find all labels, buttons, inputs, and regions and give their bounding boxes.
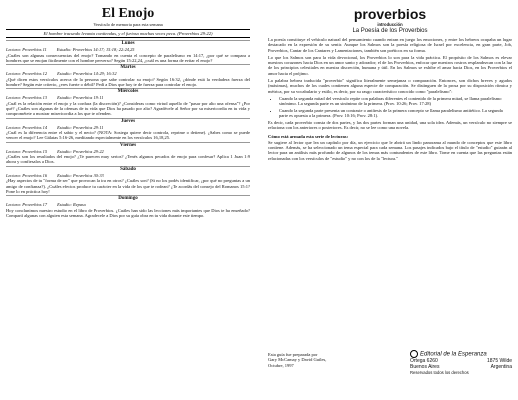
day-text: Hoy conclunimos nuestro estudio en el libro de Proverbios. ¿Cuáles han sido las lecciones más importantes que Dios te ha enseñado? Compartí algunas con alguien esta semana. Agradecele a Dios por su guía obra en tu vida durante este tiempo.	[6, 207, 250, 218]
day-section-thursday	[6, 118, 250, 141]
day-title: Sábado	[120, 166, 136, 172]
reading-label: Lectura: Proverbios 14	[6, 124, 48, 130]
reading-label: Lectura: Proverbios 13	[6, 95, 48, 101]
parallelism-list	[268, 96, 512, 118]
study-label: Estudio: Proverbios 29:22	[57, 148, 104, 154]
series-section-title: Cómo está armada esta serie de lecturas:	[268, 133, 349, 139]
day-text: ¿Hay aspectos de tu "forma de ser" que provocan la ira en otros? ¿Cuáles son? (Si no los podés identificar, ¿por qué no preguntas a un amigo de confianza?). ¿Cuáles efectos produce tu carácter en la vida de los que te rodean? ¿Te acordás del consejo del Romanos 15:1? Pone lo en práctica hoy!	[6, 178, 250, 194]
intro-paragraph: Lo que los Salmos son para la vida devocional, los Proverbios lo son para la vida práctica. El propósito de los Salmos es elevar nuestros corazones hacia Dios en un amor santo y adorador; el de los Proverbios, enfocar que nuestros rostros resplandezcan con la luz de los principios celestiales en nuestra discreción, humana y útil. En los Salmos se exhibe el amar hacia Dios, en los Proverbios el amor hacia el prójimo.	[268, 54, 512, 76]
page-title: El Enojo	[101, 6, 155, 21]
publisher-address: Ortega 6260 1875 Wilde	[410, 358, 512, 364]
prepared-by: Esta guía fue preparada por Gary McCamay y David Guiles, Octubre, 1997	[268, 352, 327, 368]
day-section-saturday	[6, 166, 250, 194]
memory-verse-caption: Versículo de memoria para esta semana	[93, 22, 163, 27]
day-title: Jueves	[120, 118, 136, 124]
book-title: proverbios	[353, 6, 427, 22]
study-label: Estudio: Proverbios 29:11	[57, 124, 104, 130]
day-section-sunday	[6, 195, 250, 218]
list-item: • Cuando la segunda mitad del versículo repite con palabras diferentes el contenido de la primera mitad, se llama paralelismo sinónimo. La segunda parte es un sinónimo de la primera. (Prov. 10:26; Prov. 17:28)	[279, 96, 512, 107]
reading-label: Lectura: Proverbios 16	[6, 172, 48, 178]
day-text: ¿Cuál es la relación entre el enojo y la cordura (la discreción)? ¿Consideras como virtud aquello de "pasar por alto una ofensa"? ¿Por qué? ¿Cuáles son algunas de la ofensas de tu vida que Dios ha pasado por alto? Agradécele al Señor por su misericordia en tu vida y comprométete a mostrar misericordia a los que te ofenden.	[6, 100, 250, 117]
section-heading: La Poesía de los Proverbios	[352, 28, 428, 34]
day-section-monday	[6, 40, 250, 63]
section-subtitle: introducción	[377, 22, 403, 27]
publisher-name: Editorial de la Esperanza	[410, 350, 512, 358]
series-section-text: Se sugiere al lector que lea un capítulo por día, un ejercicio que le abrirá un lindo panorama al mundo de conceptos que este libro contiene. Además, se ha seleccionado un tema especial para cada semana. Los pasajes indicados bajo el título de "estudio" guiarán al lector para un análisis más profundo de algunos de los temas más contundentes de este libro. Tome en cuenta que las preguntas están relacionadas con los versículos de "estudio" y no con los de la "lectura."	[268, 139, 512, 161]
day-title: Viernes	[119, 142, 137, 148]
intro-paragraph: La poesía constituye el vehículo natural del pensamiento cuando entran en juego los emociones, y entre los hebreos ocupaba un lugar destacado en la expresión de su sentir. Aunque los Salmos son la poesía religiosa de Israel por excelencia, en gran parte, Job, Proverbios, Cantar de los Cantares y Lamentaciones, también son poéticos en su forma.	[268, 37, 512, 53]
intro-paragraph: La palabra hebrea traducida "proverbio" significa literalmente semejanza o comparación. Entonces, son dichos breves y agudos (máximas), muchos de los cuales contienen alguna especie de comparación. Se distinguen de la prosa por su disposición rítmica y métrica, por su vocabulario y estilo, es decir, por su rasgo característico conocido como "paralelismo":	[268, 78, 512, 94]
day-section-friday	[6, 142, 250, 165]
study-label: Estudio: Proverbios 19:11	[57, 95, 104, 101]
left-column	[0, 0, 256, 219]
day-title: Lunes	[121, 41, 135, 47]
day-text: ¿Cuál es la diferencia entre el sabio y el necio? (NOTA: Sosiega quiere decir controla, reprime o detiene). ¿Sabes como se puede vencer el enojo? Lee Gálatas 5:16-26, meditando especialmente en los versículos 16,18,25.	[6, 130, 250, 141]
reading-label: Lectura: Proverbios 11	[6, 47, 47, 53]
publisher-block	[410, 350, 512, 376]
reading-label: Lectura: Proverbios 17	[6, 202, 48, 208]
day-text: ¿Qué dicen estos versículos acerca de la persona que sabe controlar su enojo? Según 16:32, ¿dónde está la verdadera fuerza del hombre? Según este criterio, ¿eres fuerte o débil? Pedí a Dios que hoy te de fuerza para controlar el enojo.	[6, 76, 250, 88]
publisher-rights: Reservados todos los derechos	[410, 370, 469, 375]
publisher-city: Buenos Aires Argentina	[410, 364, 512, 370]
day-title: Domingo	[118, 196, 138, 202]
reading-label: Lectura: Proverbios 12	[6, 71, 48, 77]
reading-label: Lectura: Proverbios 15	[6, 148, 48, 154]
day-title: Martes	[120, 65, 136, 71]
list-item: • Cuando la segunda parte presenta un contraste o antítesis de la primera concepto se llama paralelismo antitético. La segunda parte es opuesta a la primera. (Prov. 10:16; Prov. 28:1).	[279, 108, 512, 119]
footer	[268, 350, 512, 400]
publisher-logo-icon	[410, 350, 418, 358]
memory-verse: El hombre iracundo levanta contiendas, y el furioso muchas veces peca. (Proverbios 29:22)	[6, 29, 250, 38]
study-label: Estudio: Proverbios 14:29; 16:32	[57, 71, 117, 77]
right-column	[262, 0, 518, 400]
intro-paragraph: Es decir, cada proverbio consta de dos partes, y las dos partes forman una unidad, una sola idea. Además, un versículo no siempre se relaciona con los anteriores o posteriores. Es decir, no se lee como una novela.	[268, 120, 512, 131]
day-title: Miércoles	[117, 89, 139, 95]
day-section-wednesday	[6, 88, 250, 116]
study-label: Estudio: Proverbios 14:17; 15:18; 22:24,25	[56, 47, 135, 53]
day-text: ¿Cuáles son los resultados del enojo? ¿Te parecen muy serios? ¿Tenés algunos pecados de enojo para confesar? Aplica 1 Juan 1:9 ahora y confiesalos a Dios.	[6, 154, 250, 165]
study-label: Estudio: Repaso	[57, 202, 86, 208]
study-label: Estudio: Proverbios 30:33	[57, 172, 104, 178]
day-text: ¿Cuáles son algunas consecuencias del enojo? Tomando en cuenta el concepto de paralelismo en 14:17, ¿por qué se compara a hombres que se enojan fácilmente con el hombre perverso? Según 15:22,24, ¿cuál es una forma de evitar el enojo?	[6, 52, 250, 64]
day-section-tuesday	[6, 64, 250, 87]
